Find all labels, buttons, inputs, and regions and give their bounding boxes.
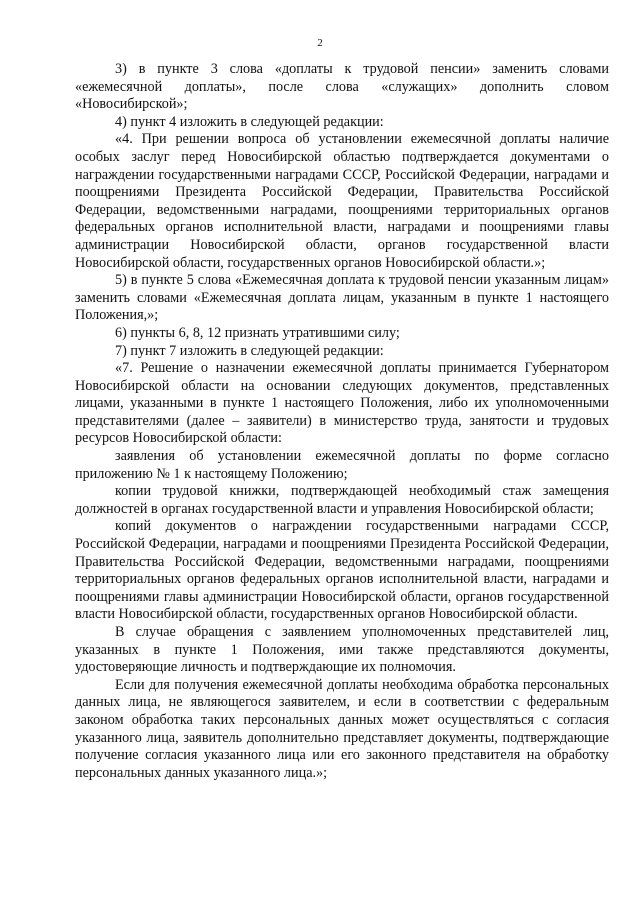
paragraph-item-7: 7) пункт 7 изложить в следующей редакции: <box>115 342 384 359</box>
paragraph-item-4: 4) пункт 4 изложить в следующей редакции: <box>115 113 384 130</box>
paragraph-representatives: В случае обращения с заявлением уполномоченных представителей лиц, указанных в пункте 1 Положения, ими также представляются документы, удостоверяющие личность и подтверждающие их полномочия. <box>75 624 609 676</box>
page-number: 2 <box>317 37 323 49</box>
paragraph-clause-7-text: «7. Решение о назначении ежемесячной доплаты принимается Губернатором Новосибирской области на основании следующих документов, представленных лицами, указанными в пункте 1 настоящего Положения, либо их уполномоченными представителями (далее – заявители) в министерство труда, занятости и трудовых ресурсов Новосибирской области: <box>75 360 609 447</box>
paragraph-application-form: заявления об установлении ежемесячной доплаты по форме согласно приложению № 1 к настоящему Положению; <box>75 448 609 482</box>
paragraph-award-documents: копий документов о награждении государственными наградами СССР, Российской Федерации, наградами и поощрениями Президента Российской Федерации, Правительства Российской Федерации, ведомственными наградами, поощрениями территориальных органов федеральных органов исполнительной власти, наградами и поощрениями главы администрации Новосибирской области, органов государственной власти Новосибирской области, государственных органов Новосибирской области. <box>75 518 609 623</box>
paragraph-item-5: 5) в пункте 5 слова «Ежемесячная доплата к трудовой пенсии указанным лицам» заменить словами «Ежемесячная доплата лицам, указанным в пункте 1 настоящего Положения,»; <box>75 272 609 324</box>
paragraph-clause-4-text: «4. При решении вопроса об установлении ежемесячной доплаты наличие особых заслуг перед Новосибирской областью подтверждается документами о награждении государственными наградами СССР, Российской Федерации, наградами и поощрениями Президента Российской Федерации, Правительства Российской Федерации, ведомственными наградами, поощрениями территориальных органов федеральных органов исполнительной власти, наградами и поощрениями главы администрации Новосибирской области, органов государственной власти Новосибирской области, государственных органов Новосибирской области.»; <box>75 131 609 271</box>
paragraph-personal-data: Если для получения ежемесячной доплаты необходима обработка персональных данных лица, не являющегося заявителем, и если в соответствии с федеральным законом обработка таких персональных данных может осуществляться с согласия указанного лица, заявитель дополнительно представляет документы, подтверждающие получение согласия указанного лица или его законного представителя на обработку персональных данных указанного лица.»; <box>75 676 609 781</box>
paragraph-work-record-copy: копии трудовой книжки, подтверждающей необходимый стаж замещения должностей в органах государственной власти и управления Новосибирской области; <box>75 483 609 517</box>
paragraph-item-3: 3) в пункте 3 слова «доплаты к трудовой пенсии» заменить словами «ежемесячной доплаты», после слова «служащих» дополнить словом «Новосибирской»; <box>75 61 609 113</box>
document-body <box>75 61 609 782</box>
paragraph-item-6: 6) пункты 6, 8, 12 признать утратившими силу; <box>115 324 400 341</box>
